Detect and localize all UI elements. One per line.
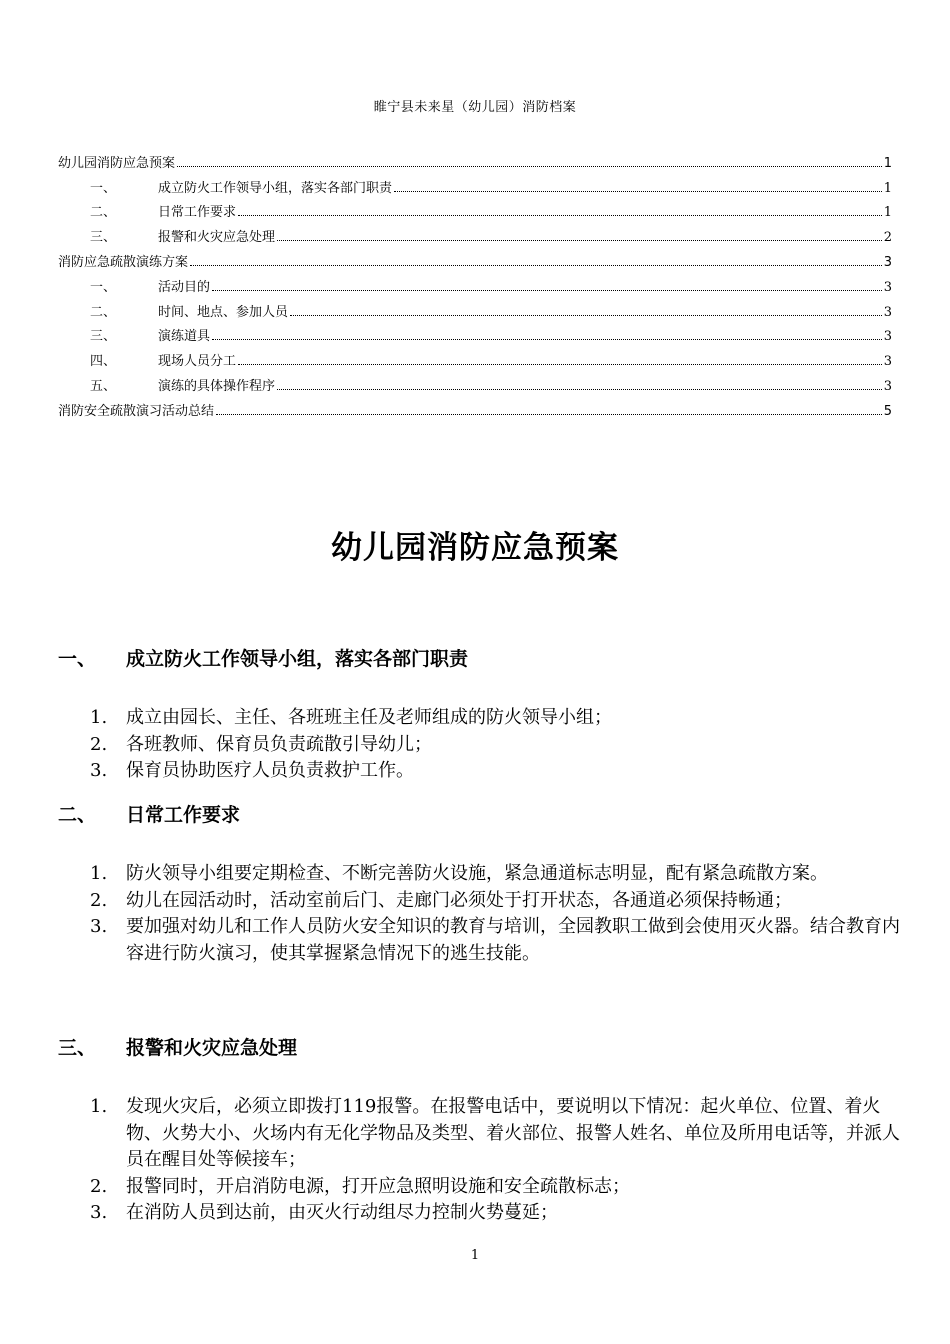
section-number: 二、	[58, 804, 97, 826]
toc-leader	[277, 388, 882, 390]
toc-entry-page: 2	[883, 230, 892, 246]
list-item-number: 1.	[90, 863, 108, 884]
toc-entry[interactable]	[58, 320, 892, 345]
toc-entry-page: 1	[883, 205, 892, 221]
toc-leader	[212, 289, 882, 291]
numbered-list	[90, 705, 906, 785]
list-item	[90, 732, 906, 759]
toc-leader	[212, 338, 882, 340]
list-item-number: 1.	[90, 1096, 108, 1117]
list-item-number: 1.	[90, 707, 108, 728]
toc-entry-text: 活动目的	[158, 279, 211, 295]
toc-leader	[290, 314, 882, 316]
list-item-number: 3.	[90, 760, 108, 781]
list-item	[90, 1094, 906, 1174]
toc-leader	[277, 239, 882, 241]
toc-entry-number: 一、	[90, 180, 117, 196]
toc-entry-page: 1	[883, 180, 892, 196]
list-item	[90, 914, 906, 967]
list-item-text: 幼儿在园活动时，活动室前后门、走廊门必须处于打开状态，各通道必须保持畅通；	[126, 889, 792, 911]
toc-entry[interactable]	[58, 394, 892, 419]
list-item-text: 在消防人员到达前，由灭火行动组尽力控制火势蔓延；	[126, 1202, 558, 1223]
toc-entry[interactable]	[58, 220, 892, 245]
toc-entry-page: 3	[883, 329, 892, 345]
toc-entry-text: 演练的具体操作程序	[158, 378, 276, 394]
toc-entry-number: 三、	[90, 230, 117, 246]
section-heading	[58, 800, 240, 827]
toc-entry[interactable]	[58, 295, 892, 320]
toc-entry[interactable]	[58, 171, 892, 196]
toc-entry-page: 3	[883, 254, 892, 270]
toc-entry-page: 1	[883, 155, 892, 171]
toc-entry-text: 消防安全疏散演习活动总结	[58, 403, 215, 419]
toc-leader	[216, 413, 882, 415]
list-item	[90, 861, 906, 888]
section-heading	[58, 1033, 297, 1060]
toc-entry-page: 3	[883, 304, 892, 320]
toc-entry-text: 报警和火灾应急处理	[158, 230, 276, 246]
section-heading	[58, 644, 468, 671]
list-item-text: 保育员协助医疗人员负责救护工作。	[126, 760, 414, 781]
list-item-text: 各班教师、保育员负责疏散引导幼儿；	[126, 733, 432, 755]
toc-leader	[177, 165, 882, 167]
list-item-number: 2.	[90, 1175, 108, 1197]
toc-leader	[238, 214, 882, 216]
list-item-text: 成立由园长、主任、各班班主任及老师组成的防火领导小组；	[126, 707, 612, 728]
list-item	[90, 1174, 906, 1201]
list-item-number: 2.	[90, 889, 108, 911]
toc-entry-number: 二、	[90, 304, 117, 320]
page-number: 1	[470, 1248, 480, 1263]
list-item-text: 发现火灾后，必须立即拨打119报警。在报警电话中，要说明以下情况：起火单位、位置、着火物、火势大小、火场内有无化学物品及类型、着火部位、报警人姓名、单位及所用电话等，并派人员在醒目处等候接车；	[126, 1096, 900, 1170]
list-item-text: 报警同时，开启消防电源，打开应急照明设施和安全疏散标志；	[126, 1175, 630, 1197]
section-number: 一、	[58, 648, 97, 670]
section-title: 日常工作要求	[126, 804, 241, 826]
toc-entry-text: 日常工作要求	[158, 205, 237, 221]
toc-entry-number: 一、	[90, 279, 117, 295]
toc-entry-number: 三、	[90, 329, 117, 345]
toc-entry-text: 演练道具	[158, 329, 211, 345]
toc-entry-page: 3	[883, 378, 892, 394]
list-item	[90, 1200, 906, 1227]
toc-entry-text: 幼儿园消防应急预案	[58, 155, 176, 171]
list-item-number: 3.	[90, 916, 108, 937]
section-title: 报警和火灾应急处理	[126, 1037, 298, 1059]
toc-entry[interactable]	[58, 369, 892, 394]
document-header: 睢宁县未来星（幼儿园）消防档案	[373, 100, 577, 115]
toc-entry-number: 二、	[90, 205, 117, 221]
list-item-text: 要加强对幼儿和工作人员防火安全知识的教育与培训，全园教职工做到会使用灭火器。结合教育内容进行防火演习，使其掌握紧急情况下的逃生技能。	[126, 916, 900, 964]
toc-entry[interactable]	[58, 146, 892, 171]
numbered-list	[90, 861, 906, 967]
numbered-list	[90, 1094, 906, 1227]
section-title: 成立防火工作领导小组，落实各部门职责	[126, 648, 469, 670]
toc-entry-page: 5	[883, 403, 892, 419]
list-item	[90, 758, 906, 785]
toc-leader	[190, 264, 882, 266]
toc-entry-text: 时间、地点、参加人员	[158, 304, 289, 320]
list-item	[90, 705, 906, 732]
list-item	[90, 888, 906, 915]
toc-entry[interactable]	[58, 344, 892, 369]
toc-entry-number: 五、	[90, 378, 117, 394]
toc-entry[interactable]	[58, 196, 892, 221]
list-item-number: 3.	[90, 1202, 108, 1223]
toc-leader	[394, 190, 882, 192]
section-number: 三、	[58, 1037, 97, 1059]
toc-entry-page: 3	[883, 354, 892, 370]
toc-entry[interactable]	[58, 270, 892, 295]
toc-entry-number: 四、	[90, 354, 117, 370]
toc-leader	[238, 363, 882, 365]
toc-entry-page: 3	[883, 279, 892, 295]
toc-entry[interactable]	[58, 245, 892, 270]
main-title: 幼儿园消防应急预案	[331, 530, 619, 566]
list-item-number: 2.	[90, 733, 108, 755]
list-item-text: 防火领导小组要定期检查、不断完善防火设施，紧急通道标志明显，配有紧急疏散方案。	[126, 863, 828, 884]
toc-entry-text: 现场人员分工	[158, 354, 237, 370]
toc-entry-text: 成立防火工作领导小组，落实各部门职责	[158, 180, 393, 196]
table-of-contents	[58, 146, 892, 419]
toc-entry-text: 消防应急疏散演练方案	[58, 254, 189, 270]
